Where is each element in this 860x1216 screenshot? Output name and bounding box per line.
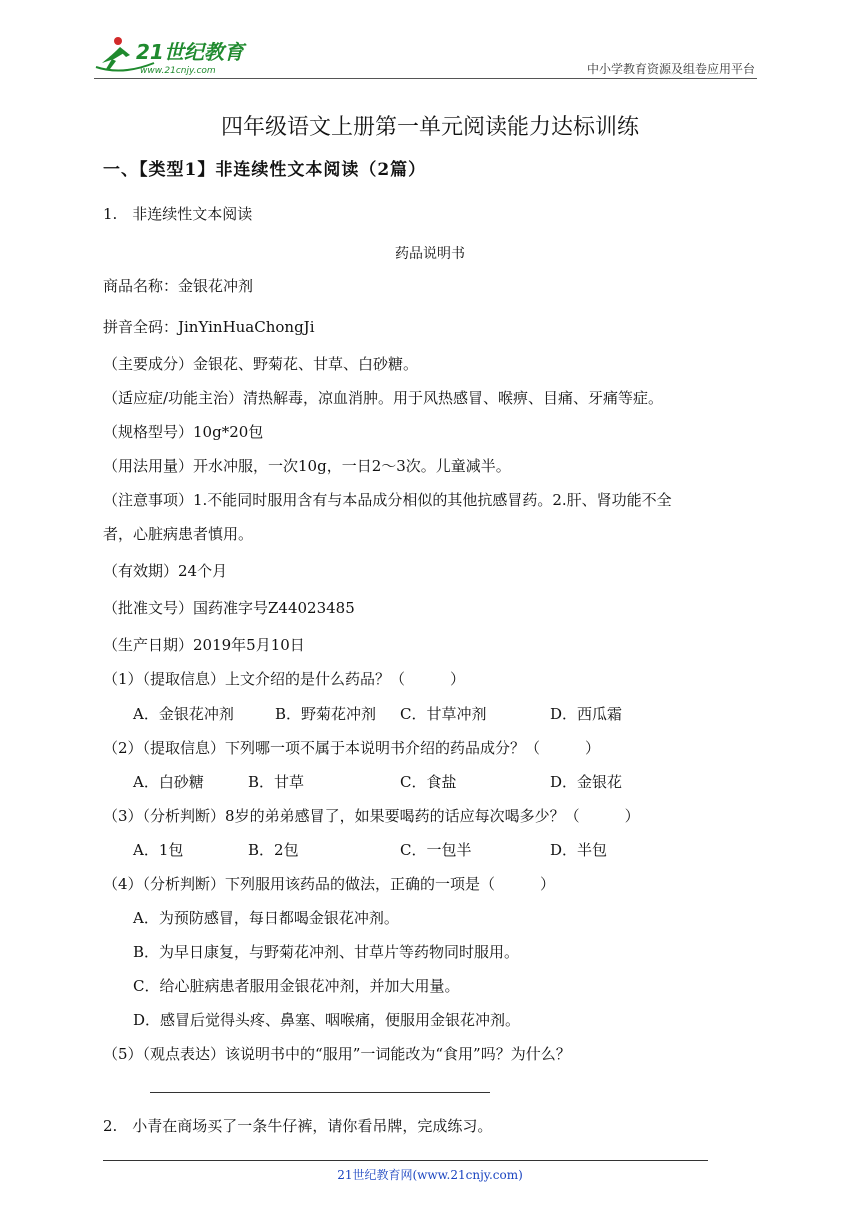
option-a[interactable]: A．白砂糖 (133, 773, 204, 791)
runner-logo-icon (94, 33, 264, 77)
footer-text: 21世纪教育网(www.21cnjy.com) (337, 1168, 523, 1182)
question-2-label: 2. 小青在商场买了一条牛仔裤，请你看吊牌，完成练习。 (103, 1117, 493, 1135)
option-b[interactable]: B．2包 (248, 841, 299, 859)
option-c[interactable]: C．食盐 (400, 773, 457, 791)
option-d[interactable]: D．半包 (550, 841, 608, 859)
leaflet-line: （规格型号）10g*20包 (103, 423, 264, 441)
option-a[interactable]: A．为预防感冒，每日都喝金银花冲剂。 (133, 909, 399, 927)
header-divider (94, 78, 757, 79)
subquestion-stem: （2）（提取信息）下列哪一项不属于本说明书介绍的药品成分？（ ） (103, 739, 601, 757)
header-slogan: 中小学教育资源及组卷应用平台 (586, 62, 755, 76)
subquestion-stem: （4）（分析判断）下列服用该药品的做法，正确的一项是（ ） (103, 875, 556, 893)
leaflet-line: （主要成分）金银花、野菊花、甘草、白砂糖。 (103, 355, 419, 373)
footer-divider (103, 1160, 708, 1161)
option-a[interactable]: A．1包 (133, 841, 184, 859)
option-c[interactable]: C．甘草冲剂 (400, 705, 487, 723)
leaflet-line: （有效期）24个月 (103, 562, 228, 580)
subquestion-stem: （5）（观点表达）该说明书中的“服用”一词能改为“食用”吗？为什么？ (103, 1045, 571, 1063)
option-d[interactable]: D．感冒后觉得头疼、鼻塞、咽喉痛，便服用金银花冲剂。 (133, 1011, 521, 1029)
section-heading: 一、【类型1】非连续性文本阅读（2篇） (103, 160, 427, 180)
option-b[interactable]: B．野菊花冲剂 (275, 705, 377, 723)
option-c[interactable]: C．一包半 (400, 841, 472, 859)
answer-blank[interactable] (150, 1092, 490, 1093)
logo-text: 21世纪教育 (136, 40, 244, 64)
subquestion-stem: （3）（分析判断）8岁的弟弟感冒了，如果要喝药的话应每次喝多少？（ ） (103, 807, 640, 825)
option-b[interactable]: B．为早日康复，与野菊花冲剂、甘草片等药物同时服用。 (133, 943, 520, 961)
logo-url: www.21cnjy.com (140, 66, 216, 76)
leaflet-line: 拼音全码：JinYinHuaChongJi (103, 318, 315, 336)
option-c[interactable]: C．给心脏病患者服用金银花冲剂，并加大用量。 (133, 977, 460, 995)
leaflet-line: 商品名称：金银花冲剂 (103, 277, 254, 295)
question-1-label: 1. 非连续性文本阅读 (103, 205, 253, 223)
leaflet-line: （注意事项）1.不能同时服用含有与本品成分相似的其他抗感冒药。2.肝、肾功能不全 (103, 491, 672, 509)
option-d[interactable]: D．金银花 (550, 773, 623, 791)
leaflet-line: （用法用量）开水冲服，一次10g，一日2～3次。儿童减半。 (103, 457, 511, 475)
leaflet-line: （生产日期）2019年5月10日 (103, 636, 305, 654)
leaflet-title: 药品说明书 (395, 246, 465, 262)
option-b[interactable]: B．甘草 (248, 773, 305, 791)
subquestion-stem: （1）（提取信息）上文介绍的是什么药品？（ ） (103, 670, 466, 688)
leaflet-line: （批准文号）国药准字号Z44023485 (103, 599, 355, 617)
logo (94, 33, 264, 77)
option-d[interactable]: D．西瓜霜 (550, 705, 623, 723)
leaflet-line: （适应症/功能主治）清热解毒，凉血消肿。用于风热感冒、喉痹、目痛、牙痛等症。 (103, 389, 664, 407)
option-a[interactable]: A．金银花冲剂 (133, 705, 234, 723)
page-title: 四年级语文上册第一单元阅读能力达标训练 (220, 115, 639, 140)
leaflet-line: 者，心脏病患者慎用。 (103, 525, 254, 543)
